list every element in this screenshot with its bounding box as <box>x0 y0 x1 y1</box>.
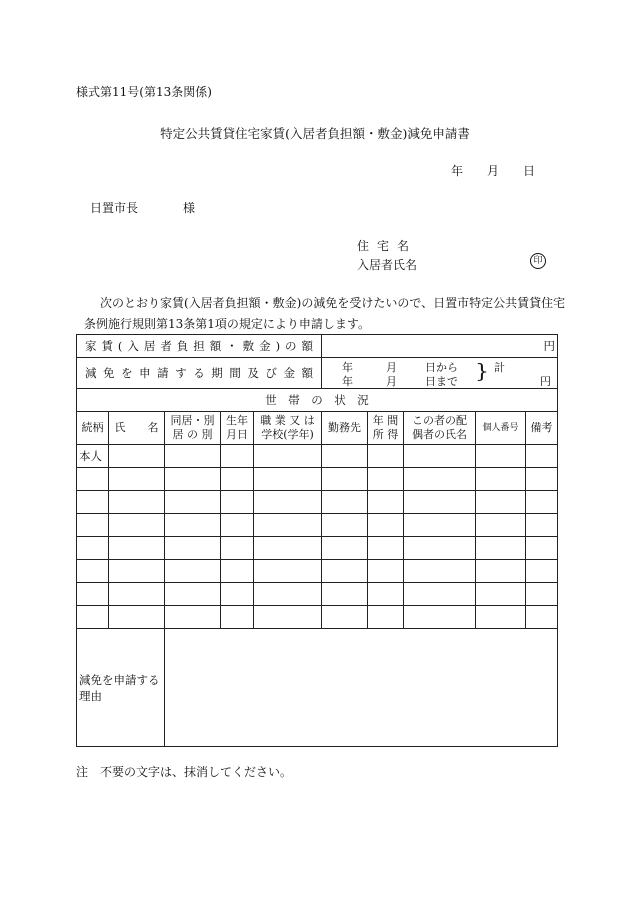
column-header-row <box>77 412 558 445</box>
table-cell[interactable] <box>368 606 404 629</box>
col-cohabit-line2: 居 の 別 <box>172 428 213 441</box>
table-cell[interactable] <box>109 468 165 491</box>
table-cell[interactable] <box>254 606 322 629</box>
table-cell[interactable] <box>77 537 109 560</box>
rent-yen-unit: 円 <box>543 339 556 353</box>
table-row <box>77 445 558 468</box>
table-cell[interactable] <box>404 583 476 606</box>
table-cell[interactable] <box>476 514 526 537</box>
table-cell[interactable] <box>322 445 368 468</box>
col-cohabit-line1: 同居・別 <box>170 414 215 427</box>
table-cell[interactable] <box>109 491 165 514</box>
table-cell[interactable] <box>77 606 109 629</box>
table-cell[interactable] <box>526 514 558 537</box>
table-row <box>77 537 558 560</box>
rent-row <box>77 335 558 358</box>
housing-name-label: 住宅名 <box>357 239 418 253</box>
table-cell[interactable] <box>77 468 109 491</box>
table-cell[interactable] <box>368 560 404 583</box>
col-relation: 続柄 <box>77 412 109 445</box>
document-title: 特定公共賃貸住宅家賃(入居者負担額・敷金)減免申請書 <box>160 126 470 141</box>
col-income <box>368 412 404 445</box>
col-occupation-line1: 職 業 又 は <box>260 414 315 427</box>
first-row-relation: 本人 <box>77 445 109 468</box>
table-row <box>77 560 558 583</box>
rent-amount-field[interactable] <box>322 335 558 358</box>
period-to-year: 年 <box>342 375 354 388</box>
table-cell[interactable] <box>404 445 476 468</box>
table-cell[interactable] <box>322 537 368 560</box>
household-header-row <box>77 389 558 412</box>
reason-row <box>77 629 558 747</box>
table-cell[interactable] <box>526 560 558 583</box>
table-row <box>77 583 558 606</box>
table-cell[interactable] <box>109 560 165 583</box>
brace-mark: } <box>475 360 490 383</box>
table-cell[interactable] <box>77 491 109 514</box>
application-table <box>76 334 558 747</box>
table-cell[interactable] <box>221 537 254 560</box>
table-cell[interactable] <box>254 514 322 537</box>
col-cohabit <box>165 412 221 445</box>
table-cell[interactable] <box>254 583 322 606</box>
table-row <box>77 606 558 629</box>
table-cell[interactable] <box>322 491 368 514</box>
col-birth-line1: 生年 <box>226 414 248 427</box>
table-cell[interactable] <box>476 606 526 629</box>
table-cell[interactable] <box>254 560 322 583</box>
table-cell[interactable] <box>476 468 526 491</box>
table-cell[interactable] <box>368 537 404 560</box>
request-line-1: 次のとおり家賃(入居者負担額・敷金)の減免を受けたいので、日置市特定公共賃貸住宅 <box>100 296 566 310</box>
table-cell[interactable] <box>322 606 368 629</box>
table-cell[interactable] <box>221 468 254 491</box>
table-cell[interactable] <box>404 606 476 629</box>
table-cell[interactable] <box>165 560 221 583</box>
table-cell[interactable] <box>368 445 404 468</box>
table-cell[interactable] <box>254 491 322 514</box>
table-row <box>77 491 558 514</box>
table-cell[interactable] <box>165 514 221 537</box>
table-row <box>77 468 558 491</box>
footnote: 注 不要の文字は、抹消してください。 <box>76 765 293 779</box>
table-cell[interactable] <box>165 491 221 514</box>
col-spouse-line2: 偶者の氏名 <box>412 428 468 441</box>
col-spouse <box>404 412 476 445</box>
reason-field[interactable] <box>165 629 558 747</box>
table-cell[interactable] <box>77 583 109 606</box>
col-remarks: 備考 <box>526 412 558 445</box>
date-month-label: 月 <box>487 164 500 178</box>
table-cell[interactable] <box>221 606 254 629</box>
table-cell[interactable] <box>404 491 476 514</box>
period-label: 減免を申請する期間及び金額 <box>77 358 322 389</box>
period-field[interactable] <box>322 358 558 389</box>
table-cell[interactable] <box>526 445 558 468</box>
table-cell[interactable] <box>165 606 221 629</box>
table-cell[interactable] <box>476 583 526 606</box>
household-section-header: 世 帯 の 状 況 <box>77 389 558 412</box>
table-cell[interactable] <box>109 514 165 537</box>
request-line-2: 条例施行規則第13条第1項の規定により申請します。 <box>84 317 370 331</box>
table-cell[interactable] <box>404 560 476 583</box>
table-cell[interactable] <box>254 537 322 560</box>
table-cell[interactable] <box>322 560 368 583</box>
table-cell[interactable] <box>221 560 254 583</box>
period-yen-unit: 円 <box>540 375 552 388</box>
period-from-day: 日から <box>425 361 459 374</box>
period-to-month: 月 <box>386 375 398 388</box>
col-occupation <box>254 412 322 445</box>
table-cell[interactable] <box>368 583 404 606</box>
table-cell[interactable] <box>404 468 476 491</box>
col-workplace: 勤務先 <box>322 412 368 445</box>
period-from-month: 月 <box>386 361 398 374</box>
table-cell[interactable] <box>526 468 558 491</box>
date-day-label: 日 <box>523 164 536 178</box>
request-paragraph <box>76 293 566 335</box>
table-cell[interactable] <box>254 468 322 491</box>
period-row <box>77 358 558 389</box>
reason-label: 減免を申請する理由 <box>77 629 165 747</box>
table-cell[interactable] <box>109 606 165 629</box>
table-cell[interactable] <box>404 514 476 537</box>
table-cell[interactable] <box>526 491 558 514</box>
total-label: 計 <box>494 361 506 374</box>
table-cell[interactable] <box>221 491 254 514</box>
addressee-honorific: 様 <box>183 201 196 215</box>
table-cell[interactable] <box>165 537 221 560</box>
table-cell[interactable] <box>322 468 368 491</box>
table-cell[interactable] <box>221 514 254 537</box>
table-cell[interactable] <box>221 583 254 606</box>
table-cell[interactable] <box>165 445 221 468</box>
table-cell[interactable] <box>165 468 221 491</box>
table-row <box>77 514 558 537</box>
col-name: 氏 名 <box>109 412 165 445</box>
col-birth-line2: 月日 <box>226 428 248 441</box>
table-cell[interactable] <box>476 560 526 583</box>
col-income-line2: 所 得 <box>372 428 399 441</box>
rent-label: 家賃(入居者負担額・敷金)の額 <box>77 335 322 358</box>
table-cell[interactable] <box>476 537 526 560</box>
table-cell[interactable] <box>221 445 254 468</box>
table-cell[interactable] <box>526 583 558 606</box>
col-birth <box>221 412 254 445</box>
col-spouse-line1: この者の配 <box>412 414 468 427</box>
table-cell[interactable] <box>109 445 165 468</box>
date-year-label: 年 <box>451 164 464 178</box>
period-to-day: 日まで <box>425 375 459 388</box>
table-cell[interactable] <box>476 491 526 514</box>
period-from-year: 年 <box>342 361 354 374</box>
form-number: 様式第11号(第13条関係) <box>76 85 212 99</box>
table-cell[interactable] <box>109 583 165 606</box>
seal-mark: 印 <box>530 253 546 269</box>
table-cell[interactable] <box>368 514 404 537</box>
table-cell[interactable] <box>368 491 404 514</box>
table-cell[interactable] <box>254 445 322 468</box>
table-cell[interactable] <box>77 514 109 537</box>
table-cell[interactable] <box>322 583 368 606</box>
table-cell[interactable] <box>109 537 165 560</box>
table-cell[interactable] <box>404 537 476 560</box>
table-cell[interactable] <box>322 514 368 537</box>
col-personal-number: 個人番号 <box>476 412 526 445</box>
col-income-line1: 年 間 <box>372 414 399 427</box>
table-cell[interactable] <box>77 560 109 583</box>
table-cell[interactable] <box>526 537 558 560</box>
col-occupation-line2: 学校(学年) <box>261 428 314 441</box>
tenant-name-label: 入居者氏名 <box>357 258 418 272</box>
table-cell[interactable] <box>476 445 526 468</box>
table-cell[interactable] <box>368 468 404 491</box>
table-cell[interactable] <box>165 583 221 606</box>
addressee-mayor: 日置市長 <box>90 201 139 215</box>
table-cell[interactable] <box>526 606 558 629</box>
